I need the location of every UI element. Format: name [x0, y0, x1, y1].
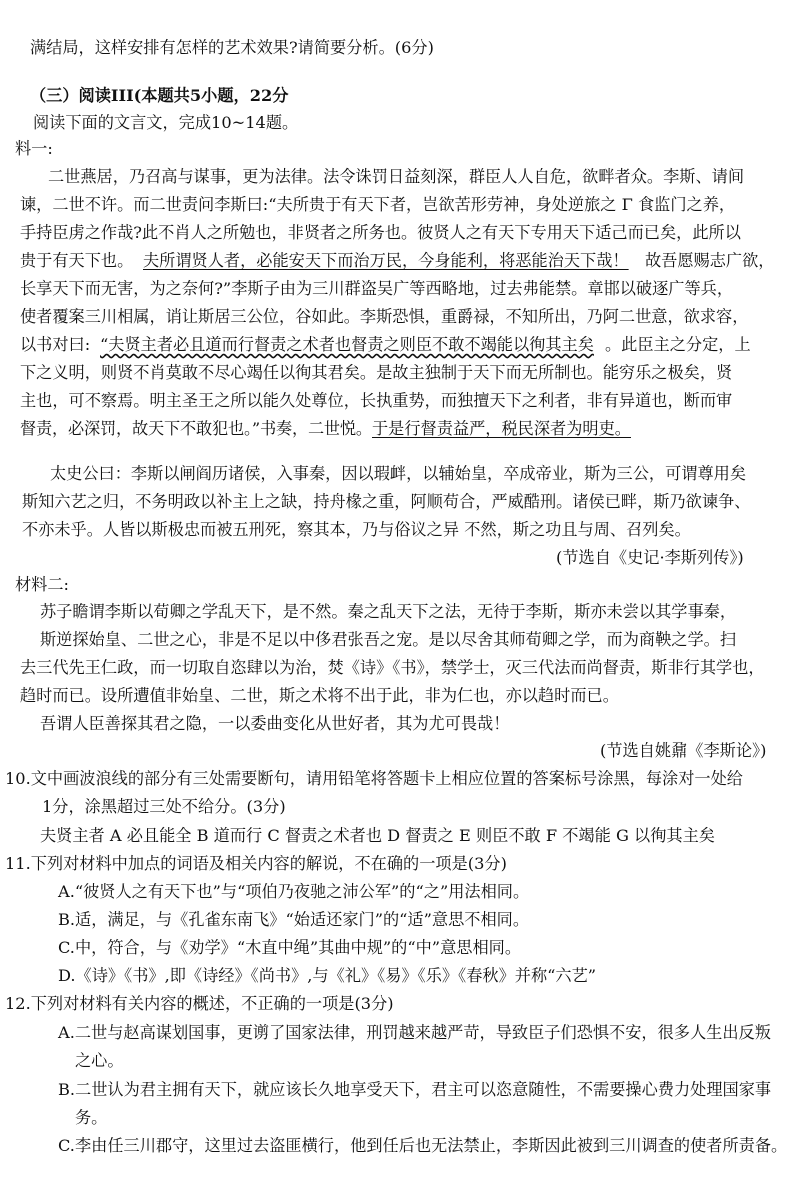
- text-line: 长享天下而无害，为之奈何?”李斯子由为三川群盗吴广等西略地，过去弗能禁。章邯以破逐广等兵，: [20, 279, 734, 298]
- text-line: 务。: [75, 1108, 108, 1127]
- text-line: 趋时而已。设所遭值非始皇、二世，斯之术将不出于此，非为仁也，亦以趋时而已。: [20, 686, 619, 705]
- text-line: 斯知六艺之归，不务明政以补主上之缺，持舟椽之重，阿顺苟合，严威酷刑。诸侯已畔，斯乃欲谏争、: [22, 492, 751, 511]
- text-line: 以书对曰:: [20, 335, 91, 354]
- text-line: 之心。: [75, 1051, 124, 1070]
- text-line: 贵于有天下也。: [20, 251, 134, 270]
- text-line: (节选自《史记·李斯列传》): [556, 548, 744, 567]
- text-line: C.李由任三川郡守，这里过去盗匪横行，他到任后也无法禁止，李斯因此被到三川调查的使者所责备。: [58, 1136, 788, 1155]
- text-line: B.适，满足，与《孔雀东南飞》“始适还家门”的“适”意思不相同。: [58, 910, 530, 929]
- text-line: 12.下列对材料有关内容的概述，不正确的一项是(3分): [5, 994, 394, 1013]
- text-line: 料一:: [15, 139, 53, 158]
- text-line: 于是行督责益严，税民深者为明吏。: [372, 419, 631, 438]
- text-line: 。此臣主之分定，上: [605, 335, 751, 354]
- text-line: 督责，必深罚，故天下不敢犯也。”书奏，二世悦。: [20, 419, 372, 438]
- text-line: 二世燕居，乃召高与谋事，更为法律。法令诛罚日益刻深，群臣人人自危，欲畔者众。李斯、请间: [48, 167, 745, 186]
- text-line: 苏子瞻谓李斯以荀卿之学乱天下，是不然。秦之乱天下之法，无待于李斯，斯亦未尝以其学事秦，: [40, 602, 737, 621]
- text-line: 满结局，这样安排有怎样的艺术效果?请简要分析。(6分): [30, 38, 434, 57]
- text-line: 谏，二世不许。而二世责问李斯曰:“夫所贵于有天下者，岂欲苦形劳神，身处逆旅之 Γ 食监门之养，: [20, 195, 736, 214]
- text-line: （三）阅读III(本题共5小题，22分: [30, 86, 289, 105]
- text-line: (节选自姚鼐《李斯论》): [600, 741, 767, 760]
- text-line: B.二世认为君主拥有天下，就应该长久地享受天下，君主可以恣意随性，不需要操心费力处理国家事: [58, 1080, 772, 1099]
- text-line: “夫贤主者必且道而行督责之术者也督责之则臣不敢不竭能以徇其主矣: [100, 335, 594, 354]
- text-line: 11.下列对材料中加点的词语及相关内容的解说，不在确的一项是(3分): [5, 854, 507, 873]
- text-line: D.《诗》《书》,即《诗经》《尚书》,与《礼》《易》《乐》《春秋》并称“六艺”: [58, 966, 597, 985]
- text-line: 去三代先王仁政，而一切取自恣肆以为治，焚《诗》《书》，禁学士，灭三代法而尚督责，斯非行其学也，: [20, 658, 765, 677]
- text-line: A.“彼贤人之有天下也”与“项伯乃夜驰之沛公军”的“之”用法相同。: [58, 882, 530, 901]
- text-line: A.二世与赵高谋划国事，更谫了国家法律，刑罚越来越严苛，导致臣子们恐惧不安，很多人生出反叛: [58, 1023, 771, 1042]
- text-line: 夫贤主者 A 必且能全 B 道而行 C 督责之术者也 D 督责之 E 则臣不敢 F 不竭能 G 以徇其主矣: [40, 826, 715, 845]
- text-line: 夫所谓贤人者，必能安天下而治万民，今身能利，将恶能治天下哉！: [143, 251, 629, 270]
- text-line: 主也，可不察焉。明主圣王之所以能久处尊位，长执重势，而独擅天下之利者，非有异道也，断而审: [20, 391, 733, 410]
- text-line: 10.文中画波浪线的部分有三处需要断句，请用铅笔将答题卡上相应位置的答案标号涂黑，每涂对一处给: [5, 769, 743, 788]
- text-line: 不亦未乎。人皆以斯极忠而被五刑死，察其本，乃与俗议之异 不然，斯之功且与周、召列矣。: [22, 520, 691, 539]
- text-line: C.中，符合，与《劝学》“木直中绳”其曲中规”的“中”意思相同。: [58, 938, 522, 957]
- text-line: 1分，涂黑超过三处不给分。(3分): [42, 797, 286, 816]
- text-line: 使者覆案三川相属，诮让斯居三公位，谷如此。李斯恐惧，重爵禄，不知所出，乃阿二世意，欲求容，: [20, 307, 749, 326]
- text-line: 材料二:: [15, 575, 70, 594]
- text-line: 太史公曰：李斯以闸阎历诸侯，入事秦，因以瑕衅，以辅始皇，卒成帝业，斯为三公，可谓尊用矣: [50, 464, 747, 483]
- text-line: 阅读下面的文言文，完成10~14题。: [33, 113, 299, 132]
- text-line: 下之义明，则贤不肖莫敢不尽心竭任以徇其君矣。是故主独制于天下而无所制也。能穷乐之极矣，贤: [20, 363, 733, 382]
- text-line: 斯逆探始皇、二世之心，非是不足以中侈君张吾之宠。是以尽舍其师荀卿之学，而为商鞅之学。扫: [40, 630, 737, 649]
- text-line: 手持臣虏之作哉?此不肖人之所勉也，非贤者之所务也。彼贤人之有天下专用天下适己而已矣，此所以: [20, 223, 741, 242]
- text-line: 故吾愿赐志广欲，: [645, 251, 775, 270]
- text-line: 吾谓人臣善探其君之隐，一以委曲变化从世好者，其为尤可畏哉！: [40, 714, 510, 733]
